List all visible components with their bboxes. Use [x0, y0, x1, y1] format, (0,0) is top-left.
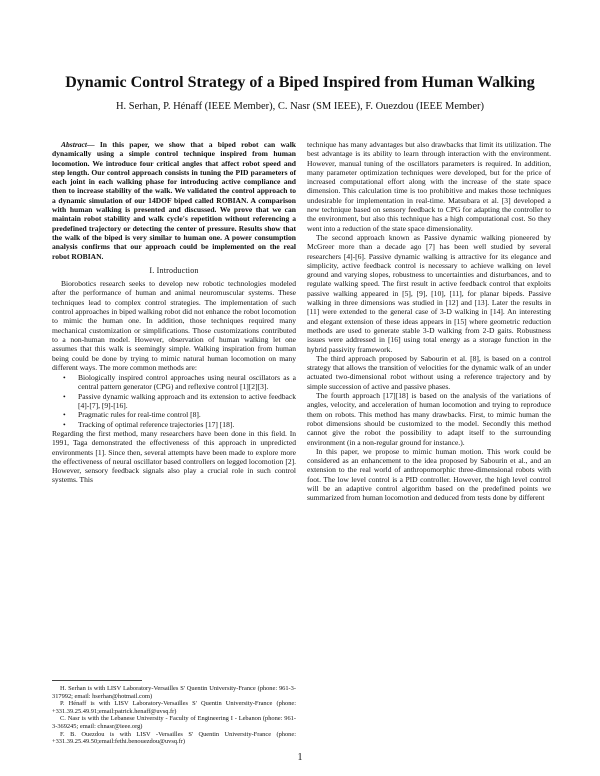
methods-list — [52, 373, 296, 429]
bullet-icon: • — [63, 410, 66, 420]
page-number: 1 — [297, 752, 303, 763]
footnote: F. B. Ouezdou is with LISV -Versailles S' Quentin University-France (phone: +331.39.25.49.50;email:fethi.benouezdou@uvsq.fr) — [52, 730, 296, 746]
footnote: H. Serhan is with LISV Laboratory-Versailles S' Quentin University-France (phone: 961-3-317992; email: hserhan@hotmail.com) — [52, 685, 296, 700]
bullet-icon: • — [63, 391, 66, 401]
right-paragraph-1: technique has many advantages but also drawbacks that limit its utilization. The best advantage is its ability to learn through interaction with the environment. However, manual tuning of the oscillators parameters is required. In addition, many parameter optimization techniques were developed, but for the price of increased computational effort along with the increase of the state space dimension. This calculation time is too prohibitive and makes those techniques undesirable for implementation in real-time. Matsubara et al. [3] developed a new technique based on sensory feedback to CPG for adapting the controller to the environment, but also this technique has a high computational cost. So they went into a reduction of the state space dimensionality. — [307, 140, 551, 233]
bullet-icon: • — [63, 373, 66, 383]
right-paragraph-2: The second approach known as Passive dynamic walking pioneered by McGreer more than a decade ago [7] has been well studied by several researchers [4]-[6]. Passive dynamic walking is attractive for its elegance and simplicity, active feedback control is necessary to achieve walking on level ground and varying slopes, robustness to uncertainties and disturbances, and to regulate walking speed. The first result in active feedback control that exploits passive walking appeared in [5], [9], [10], [11], for planar bipeds. Passive walking in three dimensions was studied in [12] and [13]. Later the results in [11] were extended to the general case of 3-D walking in [14]. An interesting and elegant extension of these ideas appears in [15] where geometric reduction methods are used to generate stable 3-D walking from 2-D gaits. Robustness issues were addressed in [16] using total energy as a storage function in the hybrid passivity framework. — [307, 232, 551, 354]
paper-title: Dynamic Control Strategy of a Biped Inspired from Human Walking — [65, 74, 535, 91]
right-paragraph-3: The third approach proposed by Sabourin et al. [8], is based on a control strategy that allows the transition of velocities for the dynamic walk of an under actuated two-dimensional robot without using a reference trajectory and by simple succession of active and passive phases. — [307, 353, 551, 391]
bullet-icon: • — [63, 419, 66, 429]
author-list: H. Serhan, P. Hénaff (IEEE Member), C. Nasr (SM IEEE), F. Ouezdou (IEEE Member) — [115, 101, 485, 112]
list-item: • Tracking of optimal reference trajectories [17] [18]. — [63, 419, 235, 429]
list-item: • Biologically inspired control approaches using neural oscillators as a central pattern generator (CPG) and reflexive control [1][2][3]. — [63, 373, 296, 392]
intro-paragraph-1: Biorobotics research seeks to develop new robotic technologies modeled after the performance of human and animal neuromuscular systems. These techniques lead to complex control strategies. The implementation of such control approaches in biped walking robot did not enhance the robot locomotion to mimic the human one. In addition, those techniques required many mechanical customization or simplifications. Those customizations contributed to a non-human model. However, observation of human walking let one assumes that this walk is seemingly simple. Walking inspiration from human being could be done by trying to mimic natural human locomotion on many different ways. The more common methods are: — [52, 279, 296, 372]
right-column — [307, 140, 551, 503]
abstract-lead: Abstract — [61, 140, 87, 149]
abstract — [52, 140, 296, 261]
list-item: • Pragmatic rules for real-time control [8]. — [63, 410, 201, 420]
abstract-text: — In this paper, we show that a biped robot can walk dynamically using a simple control technique inspired from human locomotion. We introduce four critical angles that affect robot speed and step length. Our control approach consists in tuning the PID parameters of each joint in each walking phase for introducing active compliance and then to increase stability of the walk. We validated the control approach to a dynamic simulation of our 14DOF biped called ROBIAN. A comparison with human walking is presented and discussed. We prove that we can maintain robot stability and walk cycle's repetition without referencing a predefined trajectory or detecting the center of pressure. Results show that the walk of the biped is very similar to human one. A power consumption analysis confirms that our approach could be implemented on the real robot ROBIAN. — [52, 140, 296, 261]
footnote-divider — [52, 680, 142, 681]
right-paragraph-5: In this paper, we propose to mimic human motion. This work could be considered as an enhancement to the idea proposed by Sabourin et al., and an extension to the real world of anthropomorphic three-dimensional robots with foot. The low level control is a PID controller. However, the high level control will be an adaptive control algorithm based on the predefined points we summarized from human locomotion and deduced from tests done by different — [307, 446, 551, 503]
right-paragraph-4: The fourth approach [17][18] is based on the analysis of the variations of angles, velocity, and acceleration of human locomotion and trying to reproduce them on robots. This method has many drawbacks. First, to mimic human the robot dimensions should be customized to the model. Secondly this method cannot give the robot the possibility to adapt itself to the surrounding environment (in a non-regular ground for instance.). — [307, 391, 551, 447]
footnotes — [52, 680, 296, 746]
section-heading-introduction: I. Introduction — [149, 265, 199, 275]
intro-paragraph-2: Regarding the first method, many researchers have been done in this field. In 1991, Taga demonstrated the effectiveness of this approach in unpredicted environments [1]. Since then, several attempts have been made to explore more the effectiveness of neural oscillator based controllers on legged locomotion [2]. However, sensory feedback signals also play a crucial role in such control systems. This — [52, 428, 296, 485]
list-item: • Passive dynamic walking approach and its extension to active feedback [4]-[7], [9]-[16]. — [63, 391, 296, 411]
footnote: C. Nasr is with the Lebanese University - Faculty of Engineering I - Lebanon (phone: 961-3-369245; email: chnasr@ieee.org) — [52, 715, 296, 730]
left-column — [52, 140, 296, 485]
footnote: P. Hénaff is with LISV Laboratory-Versailles S' Quentin University-France (phone: +331.39.25.49.91;email:patrick.henaff@uvsq.fr) — [52, 700, 296, 715]
